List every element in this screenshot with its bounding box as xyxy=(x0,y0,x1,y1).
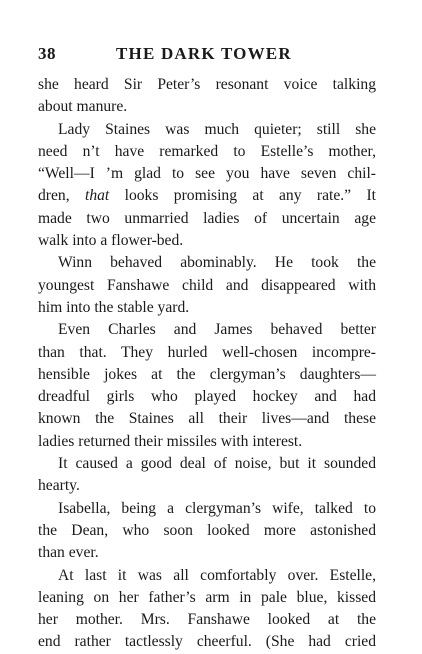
text-line: need n’t have remarked to Estelle’s mother, xyxy=(38,142,376,160)
text-line: made two unmarried ladies of uncertain age xyxy=(38,209,376,227)
text-line: about manure. xyxy=(38,98,128,116)
text-line: hensible jokes at the clergyman’s daughters— xyxy=(38,365,376,383)
text-line: she heard Sir Peter’s resonant voice talking xyxy=(38,76,376,93)
text-line: Even Charles and James behaved better xyxy=(58,321,376,339)
text-line: the Dean, who soon looked more astonished xyxy=(38,521,376,539)
text-line: than ever. xyxy=(38,544,99,562)
text-line: leaning on her father’s arm in pale blue, kissed xyxy=(38,588,376,606)
page-header xyxy=(38,44,382,64)
page-number: 38 xyxy=(38,44,56,63)
text-line: him into the stable yard. xyxy=(38,298,190,316)
text-line: her mother. Mrs. Fanshawe looked at the xyxy=(38,611,376,629)
text-line: dreadful girls who played hockey and had xyxy=(38,388,376,406)
text-line: end rather tactlessly cheerful. (She had cried xyxy=(38,633,376,651)
body-text xyxy=(38,74,376,654)
text-line: ladies returned their missiles with interest. xyxy=(38,432,303,450)
text-line: Winn behaved abominably. He took the xyxy=(58,254,376,272)
text-line: dren, that looks promising at any rate.” It xyxy=(38,187,376,205)
text-line: known the Staines all their lives—and these xyxy=(38,410,376,428)
text-line: than that. They hurled well-chosen incompre- xyxy=(38,343,376,361)
running-title: THE DARK TOWER xyxy=(116,44,292,63)
text-line: “Well—I ’m glad to see you have seven chil- xyxy=(38,165,376,183)
text-line: Isabella, being a clergyman’s wife, talked to xyxy=(58,499,376,517)
text-line: hearty. xyxy=(38,477,80,495)
text-line: youngest Fanshawe child and disappeared with xyxy=(38,276,376,294)
text-line: walk into a flower-bed. xyxy=(38,232,184,250)
text-line: It caused a good deal of noise, but it sounded xyxy=(58,455,376,473)
text-line: At last it was all comfortably over. Estelle, xyxy=(58,566,376,584)
text-line: Lady Staines was much quieter; still she xyxy=(58,120,376,138)
